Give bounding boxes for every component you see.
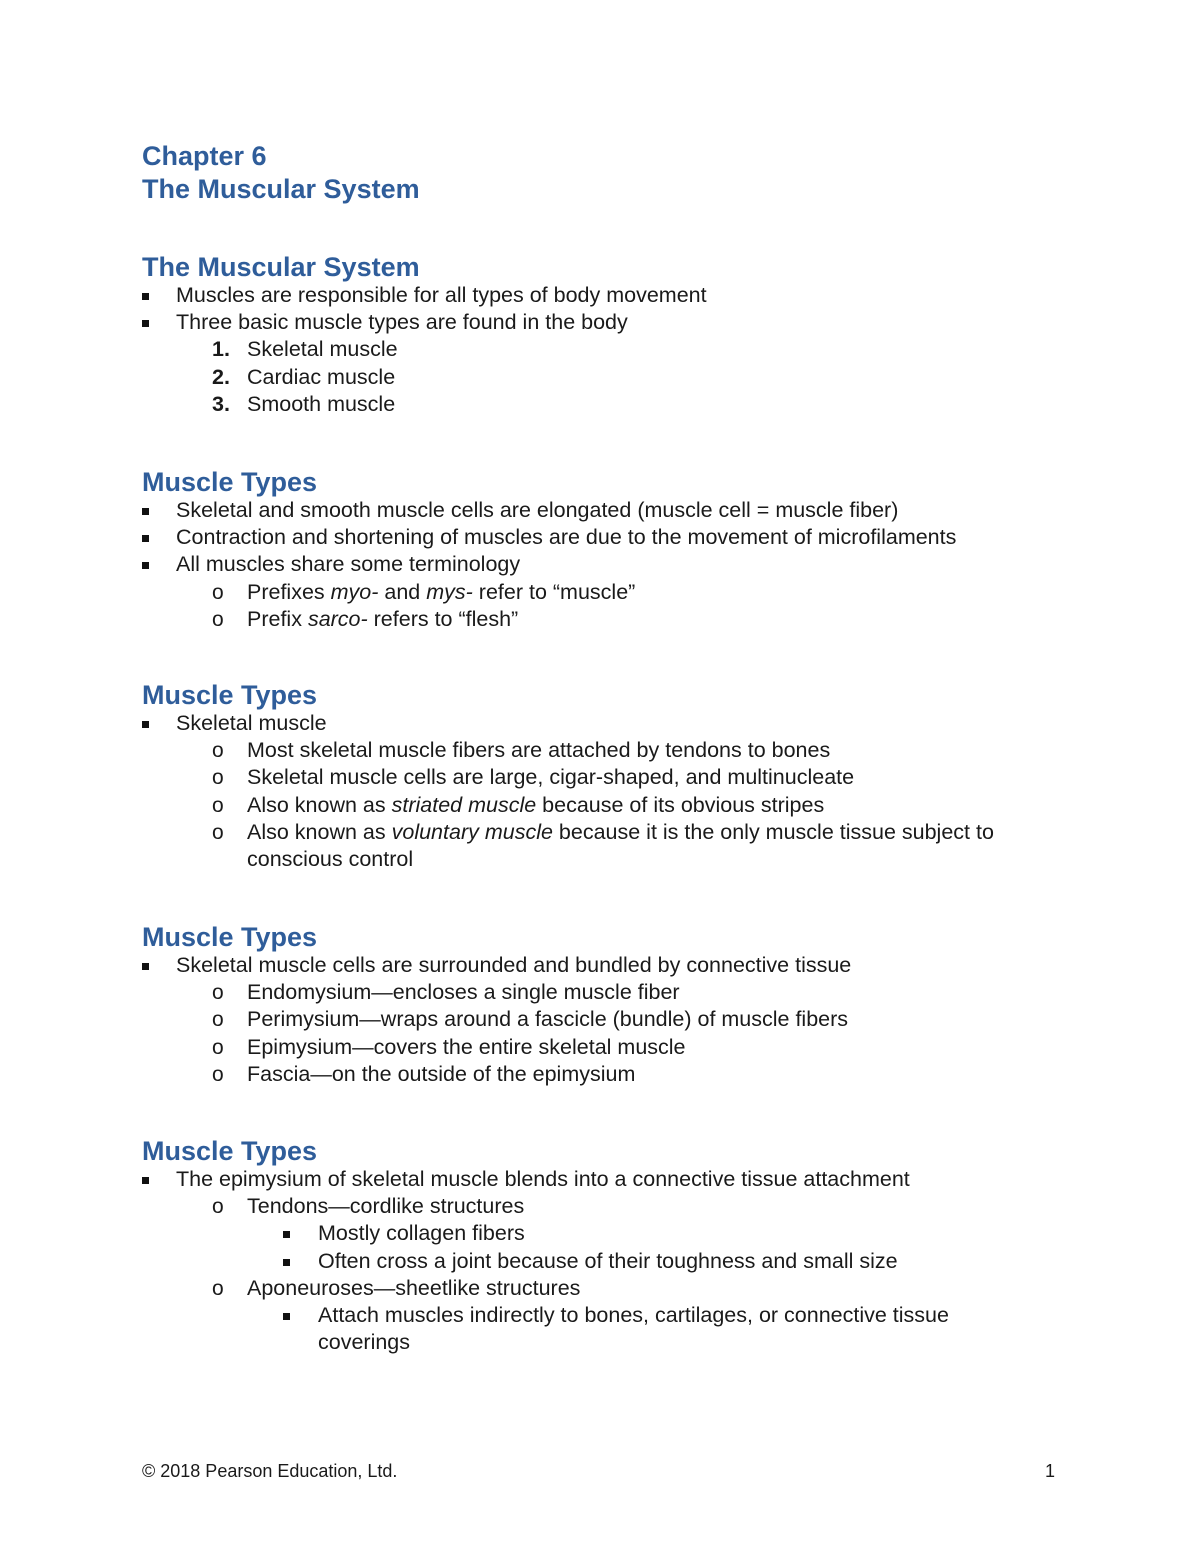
numbered-item: 3. Smooth muscle <box>212 391 396 416</box>
sub-sub-item: Mostly collagen fibers <box>142 1220 1122 1247</box>
section-muscle-types-4 <box>142 1136 1122 1356</box>
bullet-item: Muscles are responsible for all types of body movement <box>142 282 1122 309</box>
sub-item: o Prefixes myo- and mys- refer to “muscle” <box>212 579 636 604</box>
footer-page-number: 1 <box>1045 1461 1056 1481</box>
bullet-marker <box>142 293 149 300</box>
sub-item: o Aponeuroses—sheetlike structures <box>212 1275 581 1300</box>
bullet-item: Contraction and shortening of muscles are due to the movement of microfilaments <box>142 524 1122 551</box>
section-muscle-types-3 <box>142 922 1122 1088</box>
numbered-item: 1. Skeletal muscle <box>212 337 398 362</box>
sub-sub-item: Often cross a joint because of their toughness and small size <box>142 1248 1122 1275</box>
chapter-number: Chapter 6 <box>142 141 267 171</box>
bullet-item: Skeletal muscle cells are surrounded and bundled by connective tissue <box>142 952 1122 979</box>
footer-copyright: © 2018 Pearson Education, Ltd. <box>142 1461 398 1481</box>
bullet-item: All muscles share some terminology <box>142 551 1122 578</box>
chapter-title <box>142 140 420 206</box>
bullet-marker <box>142 320 149 327</box>
section-heading: The Muscular System <box>142 252 420 282</box>
sub-item: o Also known as voluntary muscle because it is the only muscle tissue subject to conscious control <box>212 819 994 872</box>
sub-item: o Also known as striated muscle because of its obvious stripes <box>212 792 825 817</box>
numbered-item: 2. Cardiac muscle <box>212 364 396 389</box>
sub-item: o Tendons—cordlike structures <box>212 1194 525 1219</box>
chapter-name: The Muscular System <box>142 174 420 204</box>
section-heading: Muscle Types <box>142 467 318 497</box>
section-heading: Muscle Types <box>142 1136 318 1166</box>
section-muscle-types-1 <box>142 467 1122 633</box>
sub-item: o Most skeletal muscle fibers are attached by tendons to bones <box>212 738 831 763</box>
sub-item: o Fascia—on the outside of the epimysium <box>212 1061 636 1086</box>
bullet-item: Three basic muscle types are found in the body <box>142 309 1122 336</box>
section-heading: Muscle Types <box>142 922 318 952</box>
bullet-item: Skeletal and smooth muscle cells are elongated (muscle cell = muscle fiber) <box>142 497 1122 524</box>
sub-item: o Endomysium—encloses a single muscle fiber <box>212 980 680 1005</box>
section-muscle-types-2 <box>142 680 1122 873</box>
bullet-item: Skeletal muscle <box>142 710 1122 737</box>
sub-item: o Epimysium—covers the entire skeletal muscle <box>212 1034 686 1059</box>
bullet-item: The epimysium of skeletal muscle blends into a connective tissue attachment <box>142 1166 1122 1193</box>
section-muscular-system <box>142 252 1122 418</box>
section-heading: Muscle Types <box>142 680 318 710</box>
sub-item: o Perimysium—wraps around a fascicle (bundle) of muscle fibers <box>212 1007 849 1032</box>
sub-item: o Skeletal muscle cells are large, cigar-shaped, and multinucleate <box>212 765 855 790</box>
sub-item: o Prefix sarco- refers to “flesh” <box>212 606 519 631</box>
sub-sub-item: Attach muscles indirectly to bones, cartilages, or connective tissue coverings <box>142 1302 1122 1356</box>
